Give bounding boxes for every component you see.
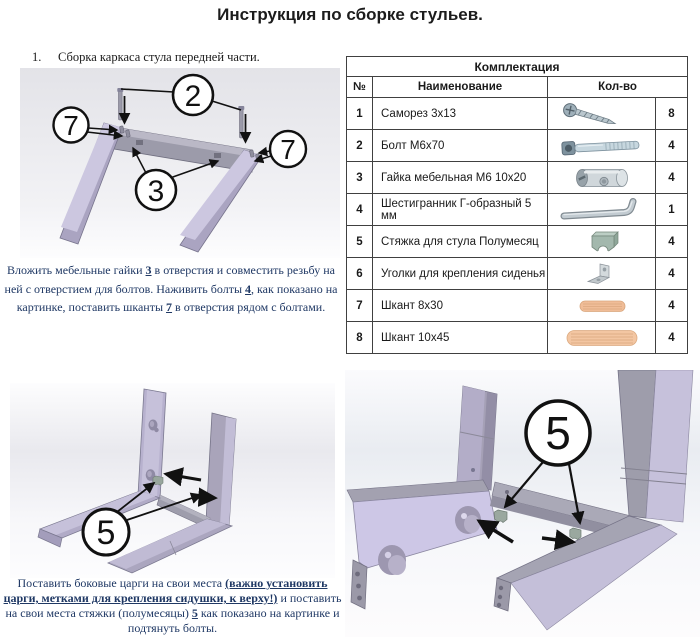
- step2-instructions: Поставить боковые царги на свои места (важно установить царги, метками для крепления сидушки, к верху!) и поставить на свои места стяжки (полумесяцы) 5 как показано на картинке и подтянуть болты.: [3, 576, 342, 635]
- callout-number: 3: [147, 175, 165, 208]
- page-title: Инструкция по сборке стульев.: [217, 5, 483, 24]
- row-number-cell: 7: [347, 290, 373, 322]
- row-number-cell: 5: [347, 226, 373, 258]
- dowel-large-icon: [554, 325, 650, 351]
- back-post-right: [618, 370, 693, 522]
- kit-table-header-row: [347, 77, 688, 98]
- half-moon-bracket-part: [570, 528, 581, 540]
- step1-heading-text: Сборка каркаса стула передней части.: [58, 50, 260, 64]
- row-name-cell: Стяжка для стула Полумесяц: [373, 226, 548, 258]
- row-qty-cell: 1: [656, 194, 688, 226]
- row-number-cell: 4: [347, 194, 373, 226]
- screw-icon: [554, 101, 650, 127]
- row-icon-cell: [548, 194, 656, 226]
- step1-instructions: Вложить мебельные гайки 3 в отверстия и совместить резьбу на ней с отверстием для болтов. Наживить болты 4, как показано на картинке, поставить шканты 7 в отверстия рядом с болтами.: [4, 263, 338, 314]
- dowel-small-icon: [554, 293, 650, 319]
- row-qty-cell: 4: [656, 290, 688, 322]
- row-name-cell: Гайка мебельная М6 10х20: [373, 162, 548, 194]
- row-name-cell: Уголки для крепления сиденья: [373, 258, 548, 290]
- table-row: [347, 98, 688, 130]
- row-name-cell: Шестигранник Г-образный 5 мм: [373, 194, 548, 226]
- bracket-closeup-diagram: [345, 370, 700, 637]
- row-icon-cell: [548, 130, 656, 162]
- kit-table-title: Комплектация: [347, 57, 688, 77]
- column-header-qty: Кол-во: [548, 77, 688, 98]
- step1-heading: [32, 50, 260, 65]
- callout-number: 5: [96, 514, 116, 552]
- row-qty-cell: 4: [656, 130, 688, 162]
- row-icon-cell: [548, 258, 656, 290]
- callout-number: 7: [63, 110, 79, 141]
- row-icon-cell: [548, 290, 656, 322]
- row-icon-cell: [548, 98, 656, 130]
- row-qty-cell: 4: [656, 322, 688, 354]
- nut-hole-right: [214, 153, 221, 158]
- half-moon-bracket-icon: [554, 229, 650, 255]
- side-frame-diagram: [10, 383, 335, 578]
- table-row: [347, 258, 688, 290]
- row-name-cell: Шкант 8х30: [373, 290, 548, 322]
- half-moon-bracket-part: [153, 476, 163, 485]
- table-row: [347, 290, 688, 322]
- table-row: [347, 194, 688, 226]
- row-icon-cell: [548, 226, 656, 258]
- barrel-nut-hole-upper: [455, 506, 481, 534]
- front-frame-diagram: [20, 68, 340, 258]
- row-qty-cell: 4: [656, 226, 688, 258]
- row-number-cell: 2: [347, 130, 373, 162]
- row-name-cell: Болт М6х70: [373, 130, 548, 162]
- row-qty-cell: 4: [656, 258, 688, 290]
- row-icon-cell: [548, 322, 656, 354]
- row-number-cell: 1: [347, 98, 373, 130]
- table-row: [347, 162, 688, 194]
- corner-bracket-icon: [554, 261, 650, 287]
- row-name-cell: Шкант 10х45: [373, 322, 548, 354]
- table-row: [347, 322, 688, 354]
- callout-number: 5: [545, 407, 571, 459]
- table-row: [347, 130, 688, 162]
- barrel-nut-icon: [554, 165, 650, 191]
- column-header-num: №: [347, 77, 373, 98]
- column-header-name: Наименование: [373, 77, 548, 98]
- half-moon-bracket-part: [495, 510, 508, 523]
- row-number-cell: 8: [347, 322, 373, 354]
- row-number-cell: 6: [347, 258, 373, 290]
- row-qty-cell: 8: [656, 98, 688, 130]
- hex-key-icon: [554, 197, 650, 223]
- barrel-nut-hole-lower: [378, 545, 406, 575]
- back-post-left: [457, 386, 497, 490]
- nut-hole-left: [136, 140, 143, 145]
- bolt-icon: [554, 133, 650, 159]
- row-icon-cell: [548, 162, 656, 194]
- kit-table-title-row: [347, 57, 688, 77]
- row-number-cell: 3: [347, 162, 373, 194]
- row-name-cell: Саморез 3х13: [373, 98, 548, 130]
- row-qty-cell: 4: [656, 162, 688, 194]
- step1-list-number: 1.: [32, 50, 42, 64]
- callout-number: 2: [184, 80, 202, 113]
- kit-table: [346, 56, 688, 354]
- callout-number: 7: [280, 134, 296, 165]
- table-row: [347, 226, 688, 258]
